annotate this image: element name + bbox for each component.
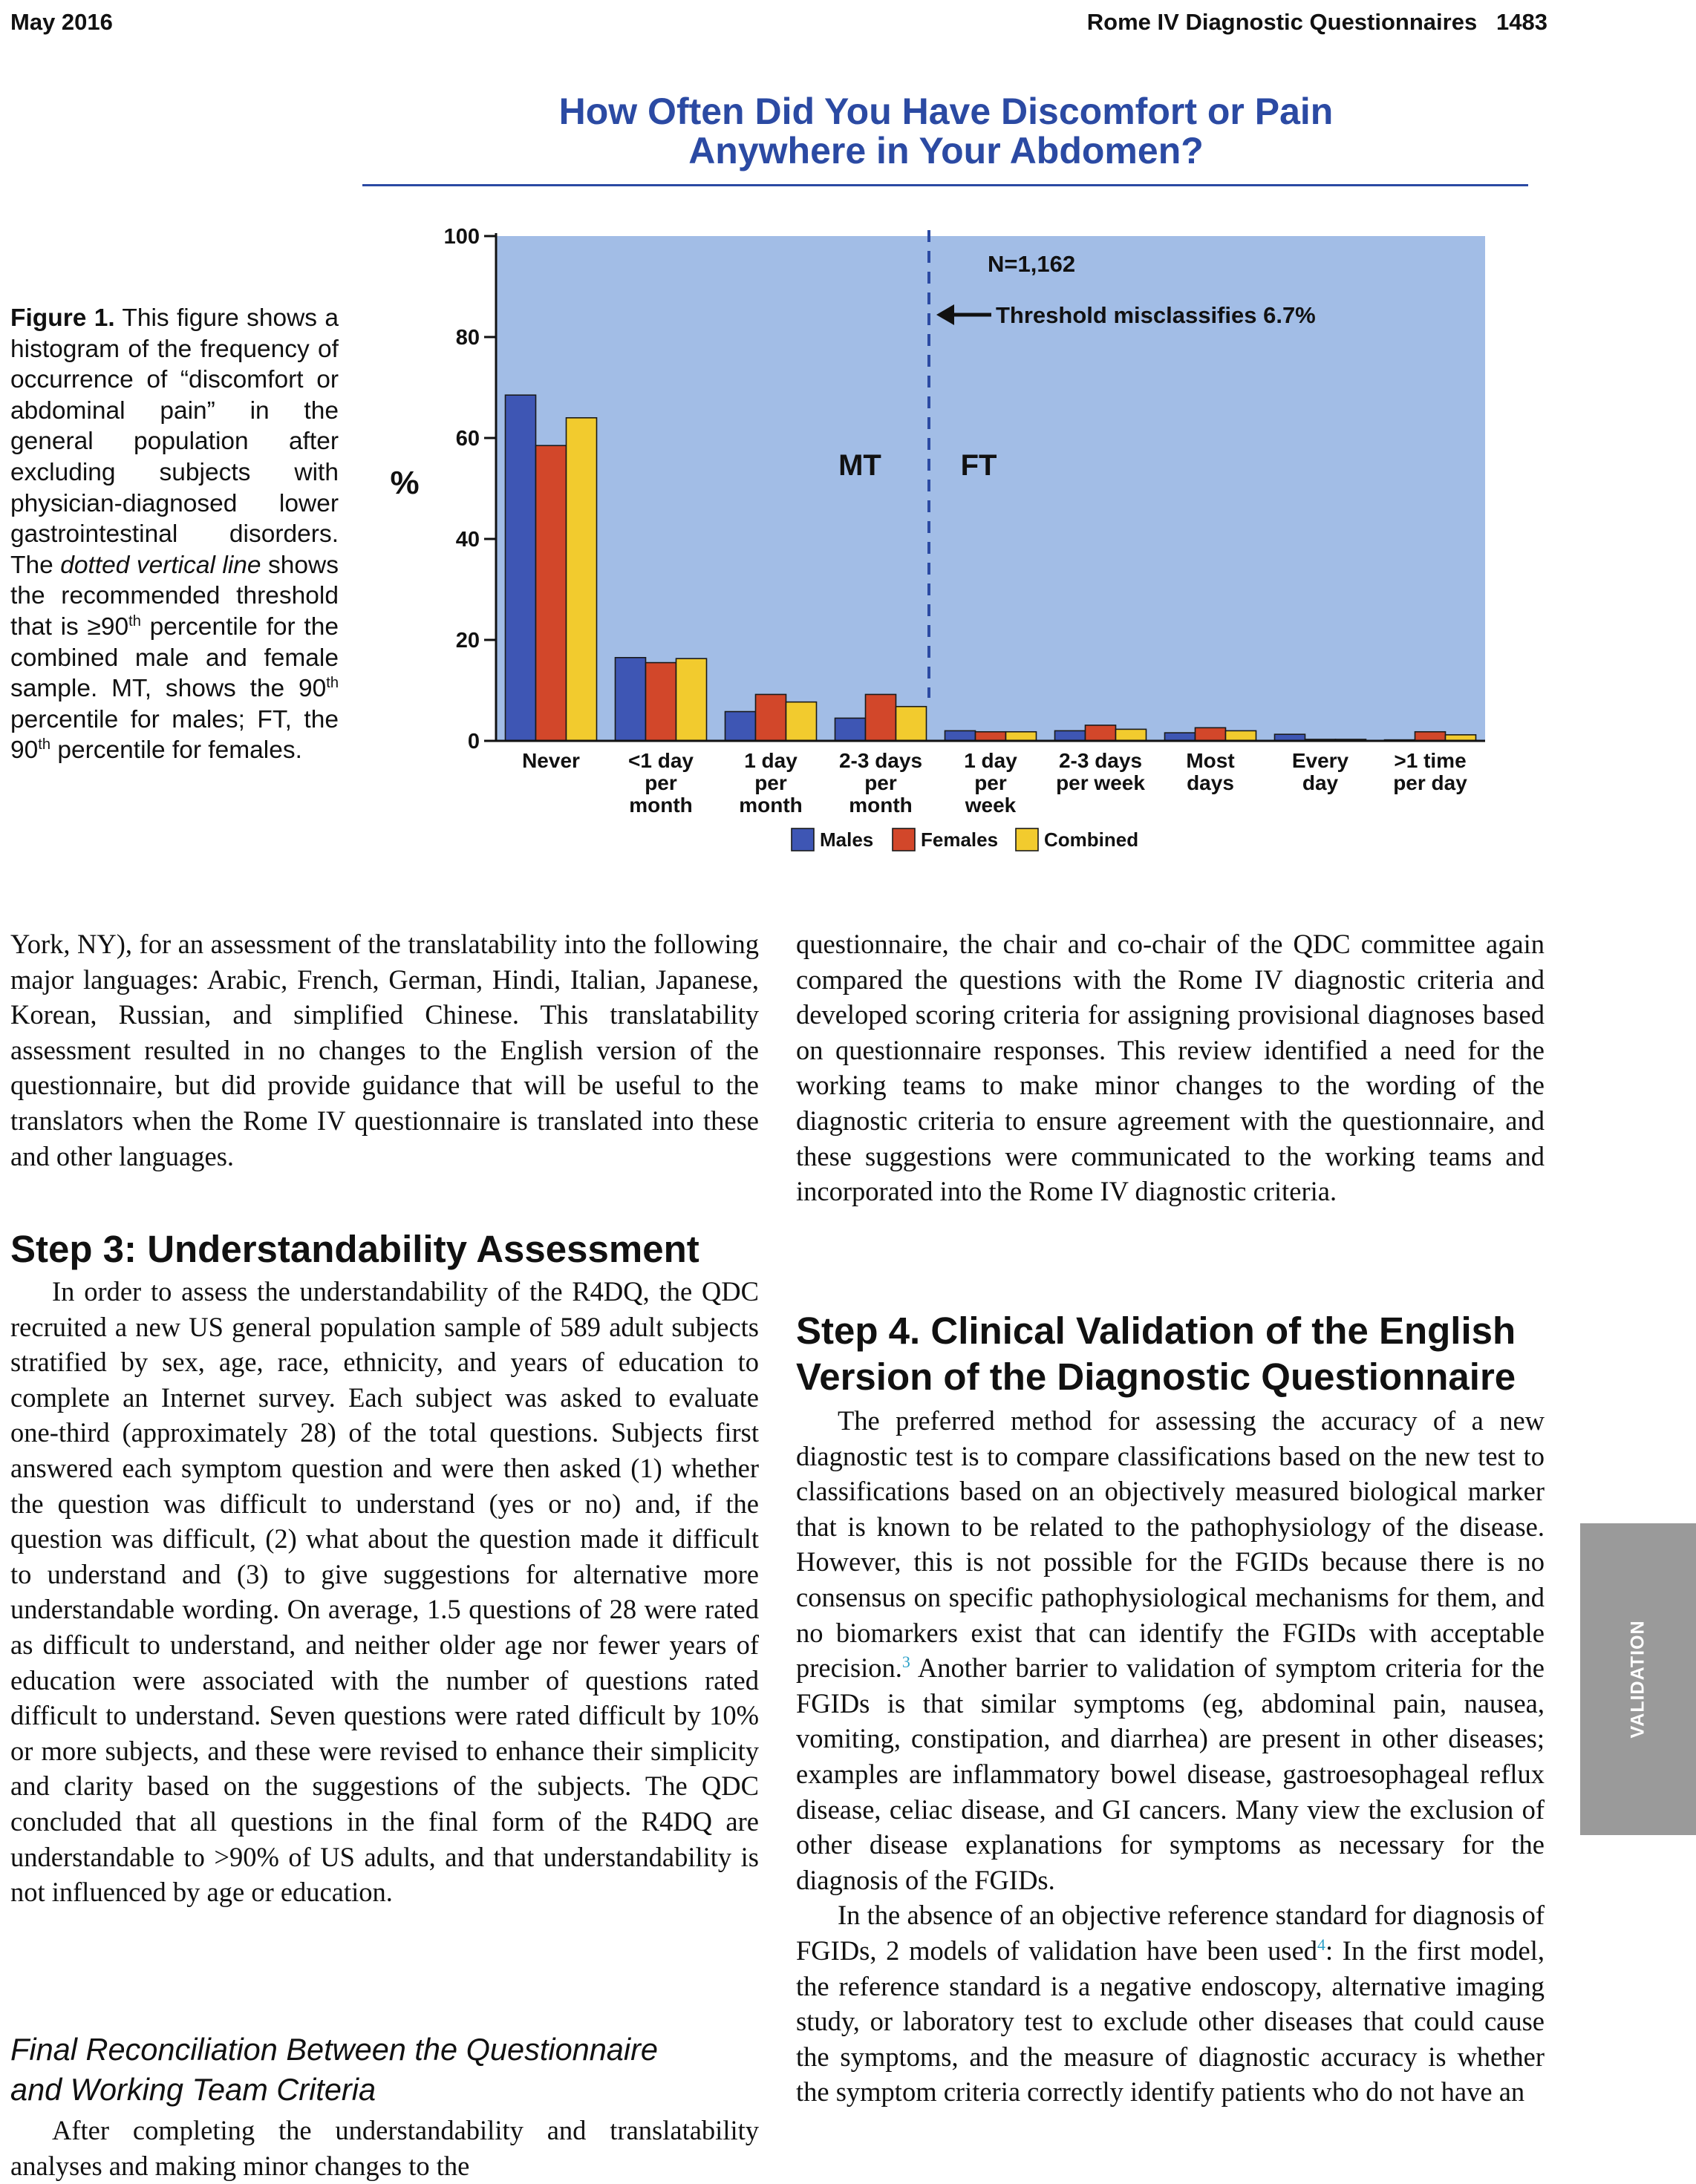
x-tick-label-7-0: Every — [1291, 749, 1349, 772]
x-tick-label-8-0: >1 time — [1394, 749, 1467, 772]
x-tick-label-2-2: month — [739, 794, 803, 817]
bar-males-3 — [835, 718, 866, 741]
caption-text-italic: dotted vertical line — [60, 551, 261, 579]
annotation-n: N=1,162 — [988, 251, 1076, 277]
reference-4[interactable]: 4 — [1317, 1935, 1325, 1954]
bar-females-0 — [536, 445, 567, 741]
figure-label: Figure 1. — [10, 304, 115, 332]
annotation-ft: FT — [960, 449, 997, 482]
x-tick-label-3-0: 2-3 days — [838, 749, 923, 772]
x-tick-label-1-1: per — [645, 771, 677, 794]
section-side-tab — [1580, 1523, 1696, 1835]
x-tick-label-5-0: 2-3 days — [1058, 749, 1143, 772]
x-tick-label-8-1: per day — [1393, 771, 1467, 794]
y-axis-label: % — [390, 465, 420, 501]
bar-males-2 — [725, 712, 756, 741]
paragraph-preferred-method — [796, 1403, 1545, 1897]
x-tick-label-5-1: per week — [1056, 771, 1145, 794]
legend-label-males: Males — [820, 828, 874, 851]
legend-label-combined: Combined — [1044, 828, 1139, 851]
caption-text-e: percentile for females. — [50, 736, 302, 765]
histogram-chart — [0, 0, 1696, 876]
x-tick-label-1-2: month — [629, 794, 693, 817]
x-tick-label-6-1: days — [1187, 771, 1234, 794]
x-tick-label-7-1: day — [1302, 771, 1339, 794]
bar-males-0 — [506, 395, 536, 741]
caption-text-d: percentile for males; FT, the 90 — [10, 705, 339, 765]
figure-title-line-2: Anywhere in Your Abdomen? — [688, 130, 1204, 171]
p2b-text: Another barrier to validation of symptom criteria for the FGIDs is that similar symptoms (eg, abdominal pain, nausea, vomiting, constipation, and diarrhea) are present in other diseases; examples are inflammatory bowel disease, gastroesophageal reflux disease, celiac disease, and GI cancers. Many view the exclusion of other disease explanations for symptoms as necessary for the diagnosis of the FGIDs. — [796, 1652, 1545, 1895]
paragraph-questionnaire-chair: questionnaire, the chair and co-chair of the QDC committee again compared the questions with the Rome IV diagnostic criteria and developed scoring criteria for assigning provisional diagnoses based on questionnaire responses. This review identified a need for the working teams to make minor changes to the wording of the diagnostic criteria to ensure agreement with the questionnaire, and these suggestions were communicated to the working teams and incorporated into the Rome IV diagnostic criteria. — [796, 929, 1545, 1207]
annotation-threshold: Threshold misclassifies 6.7% — [996, 302, 1316, 328]
bar-males-1 — [616, 658, 646, 741]
heading-step-3: Step 3: Understandability Assessment — [10, 1228, 699, 1270]
reference-3[interactable]: 3 — [901, 1652, 910, 1671]
caption-sup-3: th — [38, 736, 51, 753]
x-tick-label-3-2: month — [849, 794, 913, 817]
bar-females-5 — [1086, 725, 1116, 741]
legend-label-females: Females — [921, 828, 999, 851]
bar-females-8 — [1415, 732, 1446, 741]
y-tick-label-4: 80 — [455, 326, 480, 350]
side-tab-label: VALIDATION — [1627, 1620, 1648, 1739]
y-tick-label-1: 20 — [455, 629, 480, 653]
x-tick-label-4-1: per — [974, 771, 1007, 794]
paragraph-understandability: In order to assess the understandability of the R4DQ, the QDC recruited a new US general population sample of 589 adult subjects stratified by sex, age, race, ethnicity, and years of education to complete an Internet survey. Each subject was asked to evaluate one-third (approximately 28) of the total questions. Subjects first answered each symptom question and were then asked (1) whether the question was difficult to understand (yes or no) and, if the question was difficult, (2) what about the question made it difficult to understand and (3) to give suggestions for alternative more understandable wording. On average, 1.5 questions of 28 were rated as difficult to understand, and neither older age nor fewer years of education were associated with the number of questions rated difficult to understand. Seven questions were rated difficult by 10% or more subjects, and these were revised to enhance their simplicity and clarity based on the suggestions of the subjects. The QDC concluded that all questions in the final form of the R4DQ are understandable to >90% of US adults, and that understandability is not influenced by age or education. — [10, 1276, 759, 1908]
heading-final-reconciliation — [10, 2030, 658, 2110]
bar-males-5 — [1055, 730, 1086, 741]
bar-combined-0 — [567, 418, 597, 741]
figure-title-line-1: How Often Did You Have Discomfort or Pain — [558, 91, 1334, 132]
bar-combined-3 — [896, 707, 927, 741]
right-column-step4 — [796, 1403, 1545, 2110]
bar-females-6 — [1196, 728, 1226, 741]
y-tick-label-2: 40 — [455, 528, 480, 552]
x-tick-label-6-0: Most — [1186, 749, 1235, 772]
bar-combined-2 — [786, 702, 817, 741]
heading-step4-line-1: Step 4. Clinical Validation of the English — [796, 1310, 1516, 1352]
y-tick-label-0: 0 — [467, 730, 480, 753]
y-tick-label-3: 60 — [455, 427, 480, 451]
x-tick-label-2-1: per — [754, 771, 787, 794]
paragraph-translatability: York, NY), for an assessment of the translatability into the following major languages: Arabic, French, German, Hindi, Italian, Japanese, Korean, Russian, and simplified Chinese. This translatability assessment resulted in no changes to the English version of the questionnaire, but did provide guidance that will be useful to the translators when the Rome IV questionnaire is translated into these and other languages. — [10, 929, 759, 1171]
left-column-top — [10, 926, 759, 1174]
bar-combined-1 — [676, 658, 707, 741]
bar-combined-6 — [1226, 730, 1256, 741]
annotation-mt: MT — [838, 449, 881, 482]
caption-text-b: shows the recommended threshold that is ≥90 — [10, 551, 339, 641]
header-journal-page: Rome IV Diagnostic Questionnaires 1483 — [1086, 9, 1547, 35]
caption-sup-1: th — [128, 612, 141, 630]
bar-females-2 — [756, 694, 786, 741]
legend-swatch-combined — [1016, 828, 1038, 851]
legend-swatch-females — [893, 828, 915, 851]
bar-males-4 — [945, 730, 976, 741]
bar-combined-4 — [1006, 732, 1037, 741]
x-tick-label-2-0: 1 day — [744, 749, 798, 772]
legend-swatch-males — [792, 828, 814, 851]
heading-step-4 — [796, 1308, 1516, 1400]
x-tick-label-4-0: 1 day — [964, 749, 1017, 772]
caption-text-a: This figure shows a histogram of the frequency of occurrence of “discomfort or abdominal pain” in the general population after excluding subjects with physician-diagnosed lower gastrointestinal disorders. The — [10, 304, 339, 579]
y-tick-label-5: 100 — [443, 225, 480, 249]
caption-text-c: percentile for the combined male and female sample. MT, shows the 90 — [10, 612, 339, 703]
x-tick-label-1-0: <1 day — [628, 749, 694, 772]
caption-sup-2: th — [326, 674, 339, 691]
right-column-top — [796, 926, 1545, 1209]
p2a-text: The preferred method for assessing the accuracy of a new diagnostic test is to compare classifications based on the new test to classifications based on an objectively measured biological marker that is known to be related to the pathophysiology of the disease. However, this is not possible for the FGIDs because there is no consensus on specific pathophysiological mechanisms for them, and no biomarkers exist that can identify the FGIDs with acceptable precision. — [796, 1405, 1545, 1684]
heading-final-line-2: and Working Team Criteria — [10, 2072, 376, 2107]
p3a-text: In the absence of an objective reference standard for diagnosis of FGIDs, 2 models of validation have been used — [796, 1900, 1545, 1966]
x-tick-label-3-1: per — [864, 771, 897, 794]
bar-females-4 — [976, 732, 1006, 741]
left-column-step3 — [10, 1274, 759, 1910]
chart-layer — [390, 225, 1485, 851]
heading-step4-line-2: Version of the Diagnostic Questionnaire — [796, 1356, 1516, 1398]
left-column-bottom — [10, 2113, 759, 2183]
paragraph-after-completing: After completing the understandability and translatability analyses and making minor changes to the — [10, 2115, 759, 2181]
paragraph-absence — [796, 1897, 1545, 2110]
p3b-text: : In the first model, the reference standard is a negative endoscopy, alternative imaging study, or laboratory test to exclude other diseases that could cause the symptoms, and the measure of diagnostic accuracy is whether the symptom criteria correctly identify patients who do not have an — [796, 1935, 1545, 2108]
x-tick-label-4-2: week — [965, 794, 1017, 817]
header-date: May 2016 — [10, 9, 113, 35]
bar-combined-5 — [1116, 729, 1147, 741]
heading-final-line-1: Final Reconciliation Between the Questionnaire — [10, 2032, 659, 2067]
bar-females-3 — [866, 694, 896, 741]
bar-males-6 — [1165, 733, 1196, 741]
x-tick-label-0-0: Never — [522, 749, 580, 772]
bar-females-1 — [646, 663, 676, 741]
